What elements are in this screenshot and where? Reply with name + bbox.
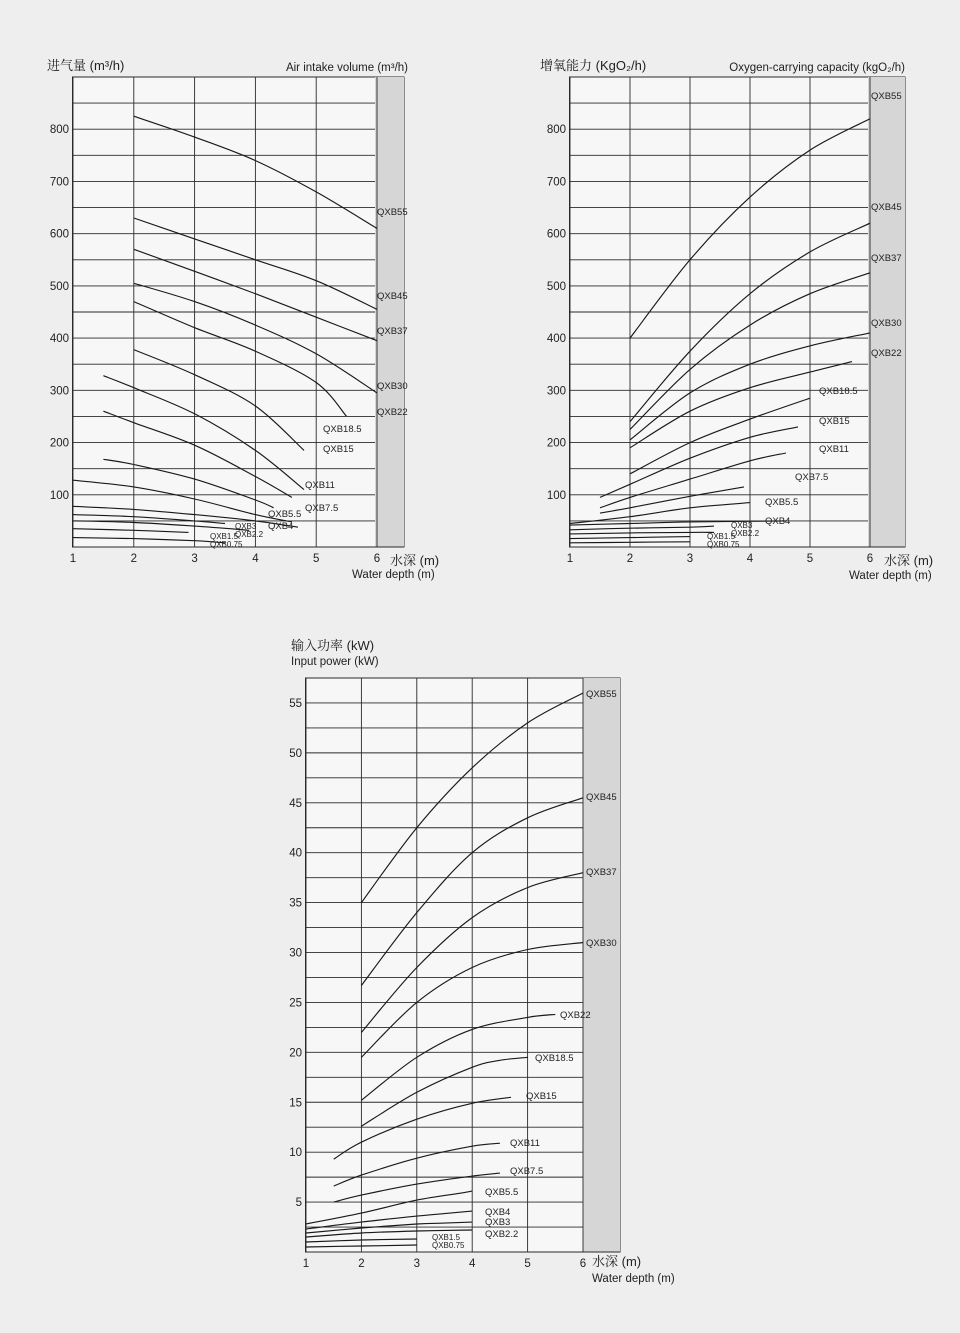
series-label-qxb11: QXB11 <box>510 1138 540 1149</box>
y-tick-label: 400 <box>49 333 69 346</box>
series-label-qxb5-5: QXB5.5 <box>765 497 799 508</box>
series-label-qxb1-5: QXB1.5 <box>432 1233 461 1242</box>
series-label-qxb11: QXB11 <box>819 444 849 455</box>
series-label-qxb30: QXB30 <box>377 381 408 392</box>
y-tick-label: 200 <box>546 437 566 450</box>
y-axis-label-cn: 进气量 (m³/h) <box>47 58 125 73</box>
y-tick-label: 20 <box>289 1047 302 1060</box>
series-label-qxb37: QXB37 <box>871 253 902 264</box>
y-tick-labels <box>50 124 69 502</box>
x-tick-label: 1 <box>302 1258 310 1270</box>
y-tick-label: 35 <box>289 897 302 910</box>
series-label-qxb3: QXB3 <box>485 1217 511 1228</box>
series-label-qxb55: QXB55 <box>586 689 617 700</box>
series-label-qxb45: QXB45 <box>586 792 617 803</box>
x-axis-label-en: Water depth (m) <box>849 570 932 582</box>
series-label-qxb2-2: QXB2.2 <box>485 1229 519 1240</box>
series-label-strip <box>868 77 905 547</box>
series-label-qxb30: QXB30 <box>871 318 902 329</box>
series-label-qxb0-75: QXB0.75 <box>707 540 740 549</box>
y-tick-label: 100 <box>546 489 566 502</box>
chart-2 <box>540 58 933 582</box>
y-tick-label: 30 <box>289 947 302 960</box>
y-tick-label: 700 <box>49 176 69 189</box>
x-tick-label: 5 <box>806 553 814 565</box>
y-axis-label-en: Air intake volume (m³/h) <box>285 62 408 74</box>
series-label-qxb3: QXB3 <box>235 522 257 531</box>
series-label-qxb18-5: QXB18.5 <box>535 1053 574 1064</box>
y-tick-label: 700 <box>546 176 566 189</box>
x-tick-label: 2 <box>130 553 138 565</box>
series-label-qxb1-5: QXB1.5 <box>707 532 736 541</box>
x-tick-label: 1 <box>69 553 77 565</box>
y-tick-label: 200 <box>49 437 69 450</box>
y-tick-label: 800 <box>49 124 69 137</box>
x-tick-label: 2 <box>358 1258 365 1270</box>
x-tick-label: 6 <box>373 553 381 565</box>
x-tick-label: 1 <box>566 553 574 565</box>
series-label-qxb3: QXB3 <box>731 521 753 530</box>
series-label-qxb15: QXB15 <box>323 444 354 455</box>
y-tick-label: 50 <box>289 747 302 760</box>
y-tick-label: 400 <box>546 333 566 346</box>
x-tick-label: 5 <box>524 1258 531 1270</box>
y-axis-label-en: Input power (kW) <box>291 656 379 668</box>
series-label-qxb2-2: QXB2.2 <box>235 530 264 539</box>
y-tick-label: 600 <box>49 228 69 241</box>
y-tick-label: 45 <box>289 797 302 810</box>
series-label-qxb4: QXB4 <box>268 521 294 532</box>
series-label-qxb45: QXB45 <box>377 291 408 302</box>
y-tick-label: 800 <box>546 124 566 137</box>
series-label-qxb18-5: QXB18.5 <box>819 386 858 397</box>
series-label-qxb18-5: QXB18.5 <box>323 424 362 435</box>
series-label-qxb1-5: QXB1.5 <box>210 532 239 541</box>
x-axis-label-cn: 水深 (m) <box>592 1254 642 1269</box>
chart-1 <box>47 58 439 581</box>
y-tick-label: 300 <box>546 385 566 398</box>
y-tick-label: 25 <box>289 997 302 1010</box>
y-axis-label-cn: 输入功率 (kW) <box>291 638 375 653</box>
series-label-qxb55: QXB55 <box>377 207 408 218</box>
x-axis-label-en: Water depth (m) <box>592 1273 675 1285</box>
x-tick-label: 6 <box>579 1258 587 1270</box>
series-label-qxb11: QXB11 <box>305 480 335 491</box>
series-label-qxb4: QXB4 <box>765 516 791 527</box>
series-label-qxb5-5: QXB5.5 <box>485 1187 519 1198</box>
x-axis-label-en: Water depth (m) <box>352 569 435 581</box>
y-tick-label: 600 <box>546 228 566 241</box>
series-label-qxb45: QXB45 <box>871 202 902 213</box>
x-axis-label-cn: 水深 (m) <box>390 553 440 568</box>
series-label-qxb22: QXB22 <box>871 348 902 359</box>
series-label-qxb7-5: QXB7.5 <box>305 503 339 514</box>
series-label-qxb30: QXB30 <box>586 938 617 949</box>
y-tick-label: 55 <box>289 697 302 710</box>
series-label-qxb55: QXB55 <box>871 91 902 102</box>
y-tick-label: 100 <box>49 489 69 502</box>
x-tick-label: 3 <box>686 553 694 565</box>
x-tick-label: 2 <box>626 553 634 565</box>
y-tick-labels <box>547 124 566 502</box>
series-label-qxb4: QXB4 <box>485 1207 511 1218</box>
series-label-qxb15: QXB15 <box>526 1091 557 1102</box>
plot-frame <box>306 678 621 1252</box>
x-tick-label: 3 <box>413 1258 421 1270</box>
y-tick-label: 15 <box>289 1097 302 1110</box>
series-label-strip <box>583 678 620 1252</box>
x-tick-label: 6 <box>866 553 874 565</box>
y-tick-label: 500 <box>546 280 566 293</box>
x-tick-label: 4 <box>746 553 754 565</box>
x-tick-label: 4 <box>468 1258 476 1270</box>
series-label-qxb7-5: QXB7.5 <box>795 472 829 483</box>
x-tick-label: 5 <box>312 553 320 565</box>
y-tick-label: 40 <box>289 847 302 860</box>
x-tick-labels <box>567 553 873 565</box>
series-label-qxb0-75: QXB0.75 <box>432 1241 465 1250</box>
y-tick-label: 10 <box>289 1147 302 1160</box>
y-axis-label-cn: 增氧能力 (KgO₂/h) <box>540 58 647 73</box>
series-label-qxb0-75: QXB0.75 <box>210 540 243 549</box>
y-tick-labels <box>289 698 302 1209</box>
x-axis-label-cn: 水深 (m) <box>884 553 934 568</box>
y-tick-label: 5 <box>295 1197 302 1210</box>
series-label-qxb7-5: QXB7.5 <box>510 1166 544 1177</box>
y-tick-label: 300 <box>49 385 69 398</box>
series-label-qxb37: QXB37 <box>586 867 617 878</box>
series-label-qxb22: QXB22 <box>560 1010 591 1021</box>
y-axis-label-en: Oxygen-carrying capacity (kgO₂/h) <box>729 62 905 74</box>
series-label-qxb15: QXB15 <box>819 416 850 427</box>
x-tick-labels <box>303 1258 586 1270</box>
x-tick-label: 4 <box>252 553 259 565</box>
series-label-qxb2-2: QXB2.2 <box>731 529 760 538</box>
series-label-qxb22: QXB22 <box>377 407 408 418</box>
y-tick-label: 500 <box>49 280 69 293</box>
x-tick-label: 3 <box>191 553 198 565</box>
series-label-qxb5-5: QXB5.5 <box>268 509 302 520</box>
x-tick-labels <box>70 553 380 565</box>
series-label-strip <box>375 77 404 547</box>
chart-3 <box>289 638 675 1285</box>
series-label-qxb37: QXB37 <box>377 326 408 337</box>
